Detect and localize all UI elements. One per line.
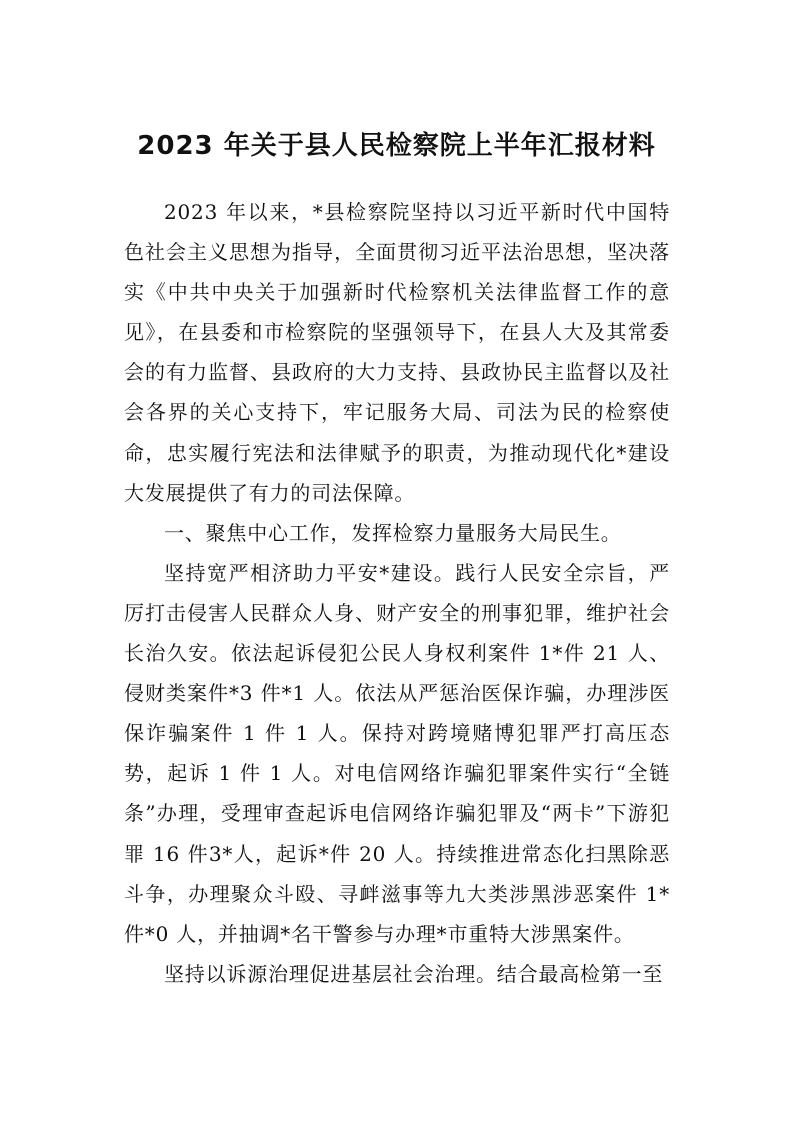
section-heading-1: 一、聚焦中心工作，发挥检察力量服务大局民生。 — [164, 520, 622, 545]
paragraph-intro: 2023 年以来，*县检察院坚持以习近平新时代中国特色社会主义思想为指导，全面贯彻习近平法治思想，坚决落实《中共中央关于加强新时代检察机关法律监督工作的意见》，在县委和市检察院的坚强领导下，在县人大及其常委会的有力监督、县政府的大力支持、县政协民主监督以及社会各界的关心支持下，牢记服务大局、司法为民的检察使命，忠实履行宪法和法律赋予的职责，为推动现代化*建设大发展提供了有力的司法保障。 — [124, 200, 670, 505]
document-title: 2023 年关于县人民检察院上半年汇报材料 — [137, 131, 656, 161]
document-body — [124, 192, 670, 994]
paragraph-governance: 坚持以诉源治理促进基层社会治理。结合最高检第一至 — [164, 961, 664, 986]
paragraph-safety: 坚持宽严相济助力平安*建设。践行人民安全宗旨，严厉打击侵害人民群众人身、财产安全的刑事犯罪，维护社会长治久安。依法起诉侵犯公民人身权利案件 1*件 21 人、侵财类案件*3 件*1 人。依法从严惩治医保诈骗，办理涉医保诈骗案件 1 件 1 人。保持对跨境赌博犯罪严打高压态势，起诉 1 件 1 人。对电信网络诈骗犯罪案件实行“全链条”办理，受理审查起诉电信网络诈骗犯罪及“两卡”下游犯罪 16 件3*人，起诉*件 20 人。持续推进常态化扫黑除恶斗争，办理聚众斗殴、寻衅滋事等九大类涉黑涉恶案件 1*件*0 人，并抽调*名干警参与办理*市重特大涉黑案件。 — [124, 560, 670, 946]
